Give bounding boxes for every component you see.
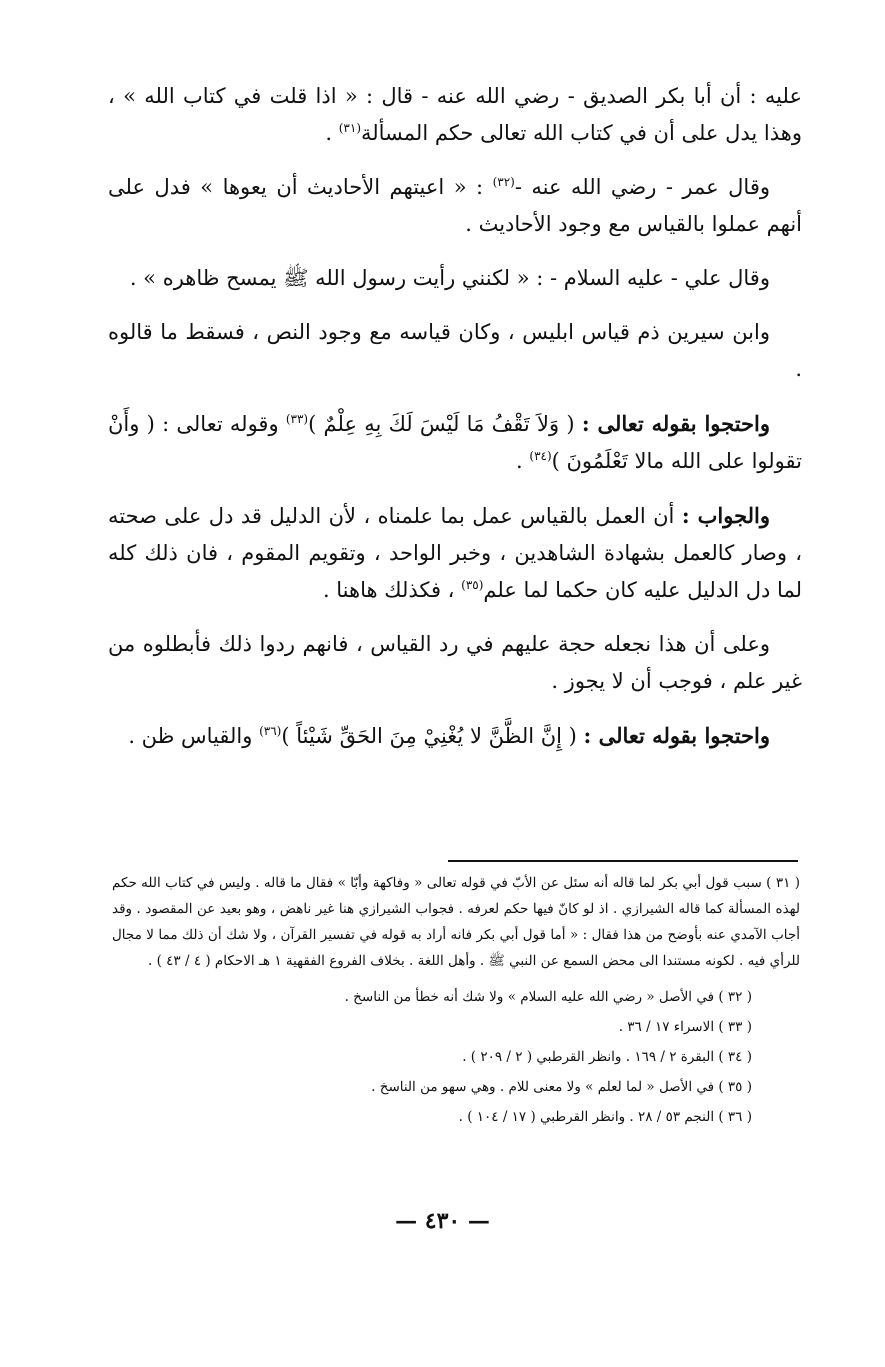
paragraph-4-text: وابن سيرين ذم قياس ابليس ، وكان قياسه مع وجود النص ، فسقط ما قالوه .: [108, 320, 802, 381]
paragraph-7: [108, 626, 802, 700]
paragraph-8-tail: والقياس ظن .: [128, 724, 260, 748]
paragraph-5-tail2: .: [516, 449, 530, 473]
footnote-31: ( ٣١ ) سبب قول أبي بكر لما قاله أنه سئل عن الأبّ في قوله تعالى « وفاكهة وأبّا » فقال ما قاله . وليس في كتاب الله حكم لهذه المسألة كما قاله الشيرازي . اذ لو كانّ فيها حكم لعرفه . فجواب الشيرازي هنا غير ناهض ، وهو بعيد عن المقصود . وقد أجاب الآمدي عنه بأوضح من هذا فقال : « أما قول أبي بكر فانه أراد به قوله في تفسير القرآن ، ولا شك أن ذلك مما لا مجال للرأي فيه . لكونه مستندا الى محض السمع عن النبي ﷺ . وأهل اللغة . بخلاف الفروع الفقهية ١ هـ الاحكام ( ٤ / ٤٣ ) .: [112, 875, 801, 969]
paragraph-3-text: وقال علي - عليه السلام - : « لكنني رأيت رسول الله ﷺ يمسح ظاهره » .: [129, 266, 770, 290]
footnote-ref-36[interactable]: (٣٦): [259, 724, 282, 738]
paragraph-2-text: وقال عمر - رضي الله عنه -: [514, 175, 770, 199]
paragraph-7-text: وعلى أن هذا نجعله حجة عليهم في رد القياس ، فانهم ردوا ذلك فأبطلوه من غير علم ، فوجب أن لا يجوز .: [108, 632, 802, 693]
paragraph-6-text: أن العمل بالقياس عمل بما علمناه ، لأن الدليل قد دل على صحته ، وصار كالعمل بشهادة الشاهدين ، وخبر الواحد ، وتقويم المقوم ، فان ذلك كله لما دل الدليل عليه كان حكما لما علم: [108, 504, 802, 602]
footnote-35: ( ٣٥ ) في الأصل « لما لعلم » ولا معنى للام . وهي سهو من الناسخ .: [371, 1079, 752, 1095]
paragraph-8-lead: واحتجوا بقوله تعالى :: [583, 723, 770, 748]
paragraph-5-tail: وقوله تعالى : ( وأَنْ تقولوا على الله مالا تَعْلَمُونَ ): [108, 412, 802, 473]
paragraph-1-tail: .: [325, 121, 339, 145]
footnote-ref-35[interactable]: (٣٥): [461, 578, 484, 592]
footnote-ref-33[interactable]: (٣٣): [285, 412, 309, 426]
paragraph-5-text: ( وَلاَ تَقْفُ مَا لَيْسَ لَكَ بِهِ عِلْمٌ ): [308, 412, 582, 436]
paragraph-6: [108, 497, 802, 609]
footnote-36: ( ٣٦ ) النجم ٥٣ / ٢٨ . وانظر القرطبي ( ١٧ / ١٠٤ ) .: [458, 1109, 752, 1125]
paragraph-1-text: عليه : أن أبا بكر الصديق - رضي الله عنه - قال : « اذا قلت في كتاب الله » ، وهذا يدل على أن في كتاب الله تعالى حكم المسألة: [108, 84, 802, 145]
paragraph-3: [108, 260, 802, 297]
paragraph-6-lead: والجواب :: [681, 503, 771, 528]
page-number: — ٤٣٠ —: [395, 1208, 490, 1234]
footnote-ref-31[interactable]: (٣١): [338, 121, 361, 135]
paragraph-2-tail: : « اعيتهم الأحاديث أن يعوها » فدل على أنهم عملوا بالقياس مع وجود الأحاديث .: [108, 175, 802, 236]
footnote-ref-32[interactable]: (٣٢): [492, 175, 515, 189]
paragraph-2: [108, 169, 802, 243]
paragraph-6-tail: ، فكذلك هاهنا .: [322, 578, 462, 602]
footnotes: [112, 870, 800, 1132]
footnote-divider: [448, 860, 798, 862]
main-text: [108, 78, 802, 772]
paragraph-5-lead: واحتجوا بقوله تعالى :: [581, 411, 770, 436]
paragraph-8-text: ( إِنَّ الظَّنَّ لا يُغْنِيْ مِنَ الحَقِّ شَيْئاً ): [281, 724, 584, 748]
paragraph-8: [108, 717, 802, 755]
paragraph-5: [108, 405, 802, 480]
footnote-34: ( ٣٤ ) البقرة ٢ / ١٦٩ . وانظر القرطبي ( ٢ / ٢٠٩ ) .: [462, 1049, 752, 1065]
footnote-33: ( ٣٣ ) الاسراء ١٧ / ٣٦ .: [618, 1019, 752, 1035]
footnote-32: ( ٣٢ ) في الأصل « رضي الله عليه السلام » ولا شك أنه خطأ من الناسخ .: [344, 989, 752, 1005]
footnote-ref-34[interactable]: (٣٤): [529, 449, 552, 463]
paragraph-4: [108, 314, 802, 388]
paragraph-1: [108, 78, 802, 152]
